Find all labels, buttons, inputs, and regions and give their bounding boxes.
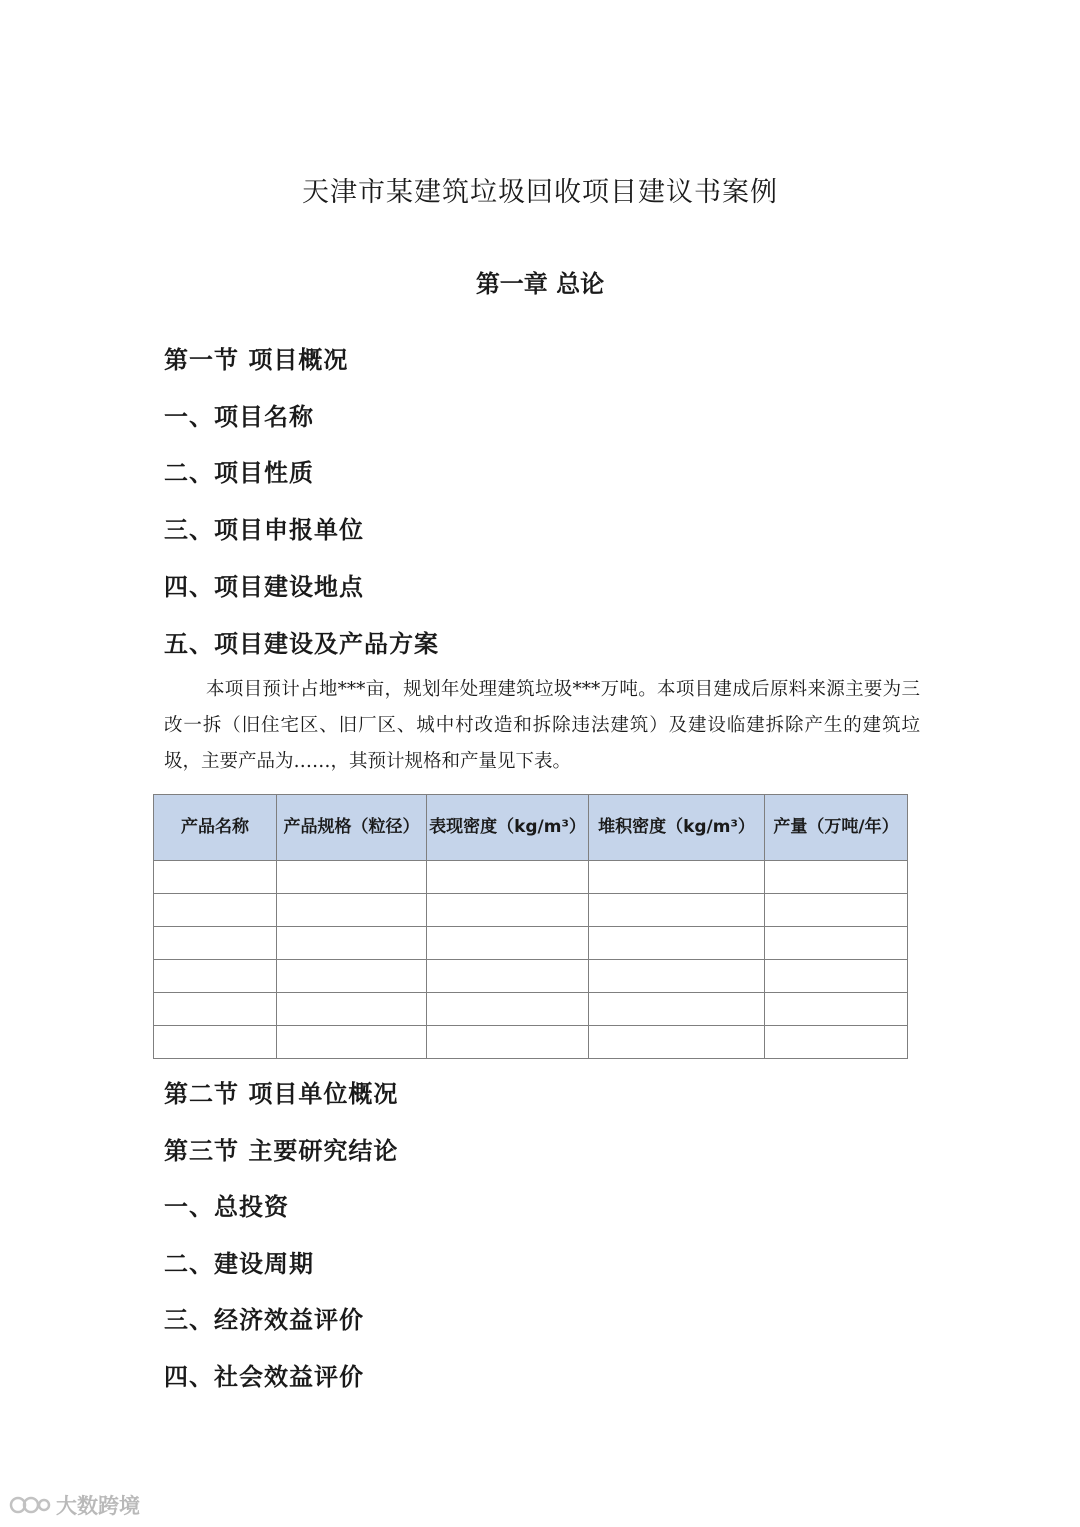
table-cell [427, 927, 589, 960]
table-cell [765, 993, 908, 1026]
table-header-row [154, 795, 908, 861]
document-title: 天津市某建筑垃圾回收项目建议书案例 [302, 177, 778, 208]
item-heading-total-investment: 一、总投资 [164, 1193, 289, 1221]
watermark-logo-icon [8, 1492, 52, 1518]
table-cell [765, 1026, 908, 1059]
table-cell [154, 1026, 277, 1059]
table-cell [589, 894, 765, 927]
table-cell [589, 927, 765, 960]
item-heading-construction-period: 二、建设周期 [164, 1250, 314, 1278]
item-heading-project-name: 一、项目名称 [164, 403, 314, 431]
table-cell [154, 960, 277, 993]
watermark [8, 1490, 140, 1520]
section-heading-unit-overview: 第二节 项目单位概况 [164, 1080, 399, 1108]
item-heading-economic-evaluation: 三、经济效益评价 [164, 1306, 364, 1334]
item-heading-social-evaluation: 四、社会效益评价 [164, 1363, 364, 1391]
table-cell [154, 993, 277, 1026]
table-cell [277, 993, 427, 1026]
product-plan-paragraph: 本项目预计占地***亩，规划年处理建筑垃圾***万吨。本项目建成后原料来源主要为三改一拆（旧住宅区、旧厂区、城中村改造和拆除违法建筑）及建设临建拆除产生的建筑垃圾，主要产品为……，其预计规格和产量见下表。 [164, 679, 920, 772]
table-cell [427, 960, 589, 993]
table-cell [765, 927, 908, 960]
header-bulk-density: 堆积密度（kg/m³） [589, 795, 765, 861]
table-cell [765, 861, 908, 894]
table-cell [589, 861, 765, 894]
table-cell [154, 894, 277, 927]
item-heading-construction-site: 四、项目建设地点 [164, 573, 364, 601]
table-cell [765, 960, 908, 993]
table-cell [427, 894, 589, 927]
table-row [154, 993, 908, 1026]
table-cell [589, 960, 765, 993]
table-cell [277, 861, 427, 894]
table-cell [277, 960, 427, 993]
header-apparent-density: 表现密度（kg/m³） [427, 795, 589, 861]
chapter-title: 第一章 总论 [475, 270, 605, 298]
table-cell [427, 993, 589, 1026]
table-cell [277, 894, 427, 927]
table-row [154, 894, 908, 927]
table-row [154, 1026, 908, 1059]
table-row [154, 861, 908, 894]
table-cell [154, 861, 277, 894]
table-cell [765, 894, 908, 927]
watermark-text: 大数跨境 [56, 1494, 140, 1518]
item-heading-construction-product-plan: 五、项目建设及产品方案 [164, 630, 439, 658]
header-product-spec: 产品规格（粒径） [277, 795, 427, 861]
section-heading-main-conclusions: 第三节 主要研究结论 [164, 1137, 399, 1165]
header-product-name: 产品名称 [154, 795, 277, 861]
section-heading-project-overview: 第一节 项目概况 [164, 346, 349, 374]
table-cell [589, 1026, 765, 1059]
table-cell [154, 927, 277, 960]
table-cell [277, 927, 427, 960]
table-row [154, 927, 908, 960]
table-cell [427, 861, 589, 894]
table-row [154, 960, 908, 993]
product-spec-table [153, 794, 908, 1059]
item-heading-applicant-unit: 三、项目申报单位 [164, 516, 364, 544]
table-cell [427, 1026, 589, 1059]
item-heading-project-nature: 二、项目性质 [164, 459, 314, 487]
table-cell [277, 1026, 427, 1059]
table-cell [589, 993, 765, 1026]
header-output: 产量（万吨/年） [765, 795, 908, 861]
